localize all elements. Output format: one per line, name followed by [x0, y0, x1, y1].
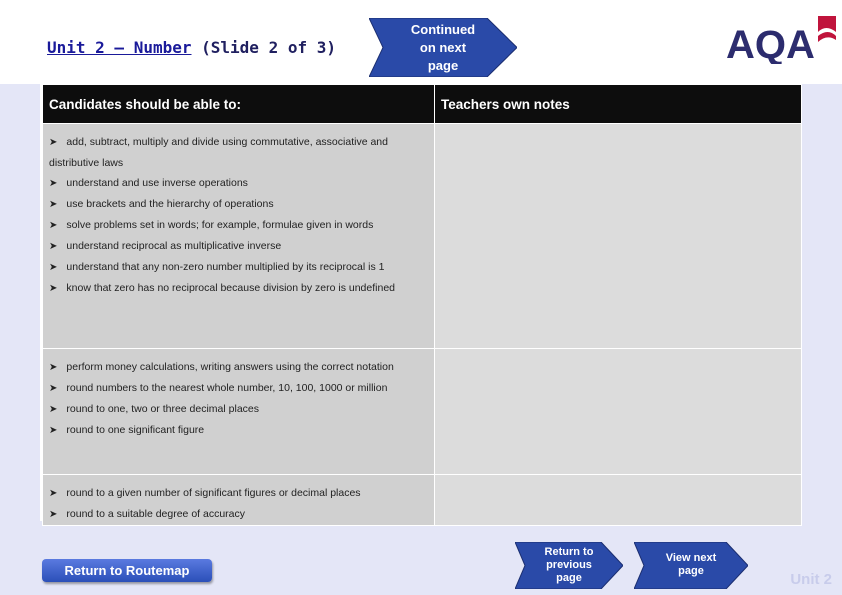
- list-item: ➤ understand that any non-zero number multiplied by its reciprocal is 1: [49, 261, 385, 273]
- arrow-bullet-icon: ➤: [49, 220, 58, 231]
- list-item: ➤ round to one significant figure: [49, 424, 205, 436]
- list-item: ➤ solve problems set in words; for example, formulae given in words: [49, 219, 374, 231]
- unit-title-link[interactable]: Unit 2 – Number: [47, 38, 192, 57]
- view-next-page-label: View next page: [665, 552, 717, 577]
- previous-page-button[interactable]: [515, 542, 623, 589]
- criteria-cell: [43, 124, 435, 349]
- left-band: [0, 84, 40, 595]
- arrow-bullet-icon: ➤: [49, 199, 58, 210]
- table-row: [43, 475, 802, 526]
- list-item: ➤ understand reciprocal as multiplicative inverse: [49, 240, 282, 252]
- candidates-header: Candidates should be able to:: [43, 85, 435, 124]
- list-item: ➤ understand and use inverse operations: [49, 177, 248, 189]
- arrow-bullet-icon: ➤: [49, 425, 58, 436]
- view-next-page-button[interactable]: [634, 542, 748, 589]
- continued-next-page-button[interactable]: [369, 18, 517, 77]
- arrow-bullet-icon: ➤: [49, 262, 58, 273]
- unit-label: Unit 2: [790, 571, 832, 588]
- content-table: [42, 84, 802, 526]
- teachers-notes-header: Teachers own notes: [435, 85, 802, 124]
- return-to-routemap-button[interactable]: Return to Routemap: [42, 559, 212, 582]
- list-item: ➤ round to one, two or three decimal places: [49, 403, 259, 415]
- notes-cell[interactable]: [435, 349, 802, 475]
- continued-label: Continued on next page: [410, 22, 476, 73]
- table-row: [43, 349, 802, 475]
- list-item: ➤ know that zero has no reciprocal because division by zero is undefined: [49, 282, 395, 294]
- arrow-bullet-icon: ➤: [49, 383, 58, 394]
- page-title: [47, 38, 336, 57]
- list-item: ➤ round numbers to the nearest whole number, 10, 100, 1000 or million: [49, 382, 388, 394]
- arrow-bullet-icon: ➤: [49, 509, 58, 520]
- arrow-bullet-icon: ➤: [49, 178, 58, 189]
- slide-indicator: (Slide 2 of 3): [191, 38, 336, 57]
- arrow-bullet-icon: ➤: [49, 404, 58, 415]
- criteria-cell: [43, 349, 435, 475]
- previous-page-label: Return to previous page: [544, 546, 594, 584]
- criteria-cell: [43, 475, 435, 526]
- list-item: ➤ round to a suitable degree of accuracy: [49, 508, 246, 520]
- aqa-logo: [726, 14, 838, 64]
- arrow-bullet-icon: ➤: [49, 137, 58, 148]
- table-row: [43, 124, 802, 349]
- arrow-bullet-icon: ➤: [49, 241, 58, 252]
- arrow-bullet-icon: ➤: [49, 283, 58, 294]
- list-item: ➤ round to a given number of significant figures or decimal places: [49, 487, 361, 499]
- list-item: ➤ use brackets and the hierarchy of operations: [49, 198, 274, 210]
- list-item: ➤ add, subtract, multiply and divide using commutative, associative and distributive laws: [49, 136, 388, 169]
- notes-cell[interactable]: [435, 475, 802, 526]
- right-band: [802, 84, 842, 595]
- table-header-row: [43, 85, 802, 124]
- arrow-bullet-icon: ➤: [49, 488, 58, 499]
- arrow-bullet-icon: ➤: [49, 362, 58, 373]
- list-item: ➤ perform money calculations, writing answers using the correct notation: [49, 361, 394, 373]
- notes-cell[interactable]: [435, 124, 802, 349]
- aqa-logo-text: AQA: [726, 23, 815, 64]
- aqa-leaf-icon: [818, 16, 836, 42]
